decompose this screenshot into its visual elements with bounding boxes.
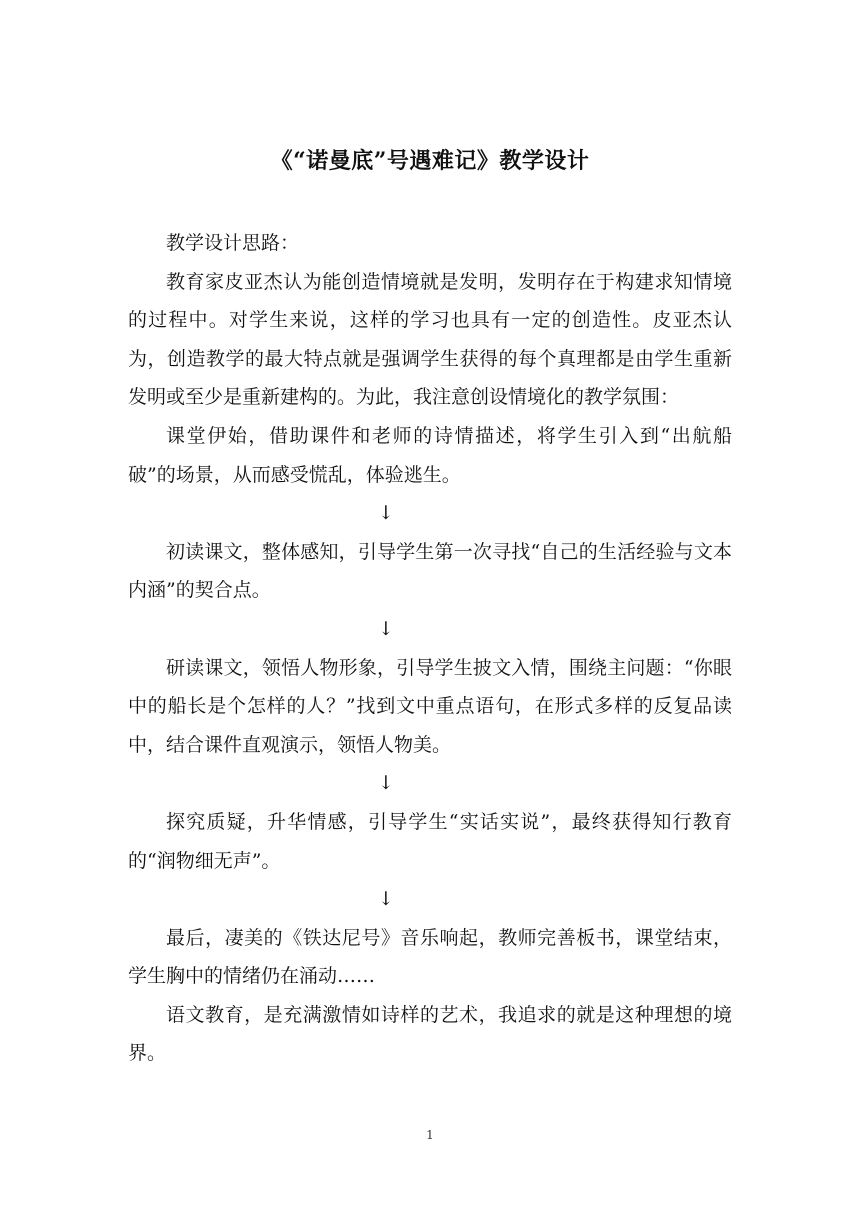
flow-arrow-icon: ↓ xyxy=(378,888,394,911)
paragraph-ending: 最后，凄美的《铁达尼号》音乐响起，教师完善板书，课堂结束，学生胸中的情绪仍在涌动…… xyxy=(128,926,732,988)
flow-arrow-icon: ↓ xyxy=(378,502,394,525)
page-number: 1 xyxy=(426,1128,434,1142)
paragraph-conclusion: 语文教育，是充满激情如诗样的艺术，我追求的就是这种理想的境界。 xyxy=(128,1003,732,1065)
paragraph-piaget: 教育家皮亚杰认为能创造情境就是发明，发明存在于构建求知情境的过程中。对学生来说，这样的学习也具有一定的创造性。皮亚杰认为，创造教学的最大特点就是强调学生获得的每个真理都是由学生重新发明或至少是重新建构的。为此，我注意创设情境化的教学氛围： xyxy=(128,270,732,409)
flow-arrow-icon: ↓ xyxy=(378,617,394,640)
flow-arrow-icon: ↓ xyxy=(378,772,394,795)
paragraph-first-reading: 初读课文，整体感知，引导学生第一次寻找“自己的生活经验与文本内涵”的契合点。 xyxy=(128,540,732,602)
document-body xyxy=(128,224,732,1073)
document-title: 《“诺曼底”号遇难记》教学设计 xyxy=(270,148,590,174)
section-heading: 教学设计思路： xyxy=(166,232,300,254)
paragraph-class-opening: 课堂伊始，借助课件和老师的诗情描述，将学生引入到“出航船破”的场景，从而感受慌乱，体验逃生。 xyxy=(128,424,732,486)
paragraph-study-reading: 研读课文，领悟人物形象，引导学生披文入情，围绕主问题：“你眼中的船长是个怎样的人？”找到文中重点语句，在形式多样的反复品读中，结合课件直观演示，领悟人物美。 xyxy=(128,656,732,756)
paragraph-inquiry: 探究质疑，升华情感，引导学生“实话实说”，最终获得知行教育的“润物细无声”。 xyxy=(128,810,732,872)
